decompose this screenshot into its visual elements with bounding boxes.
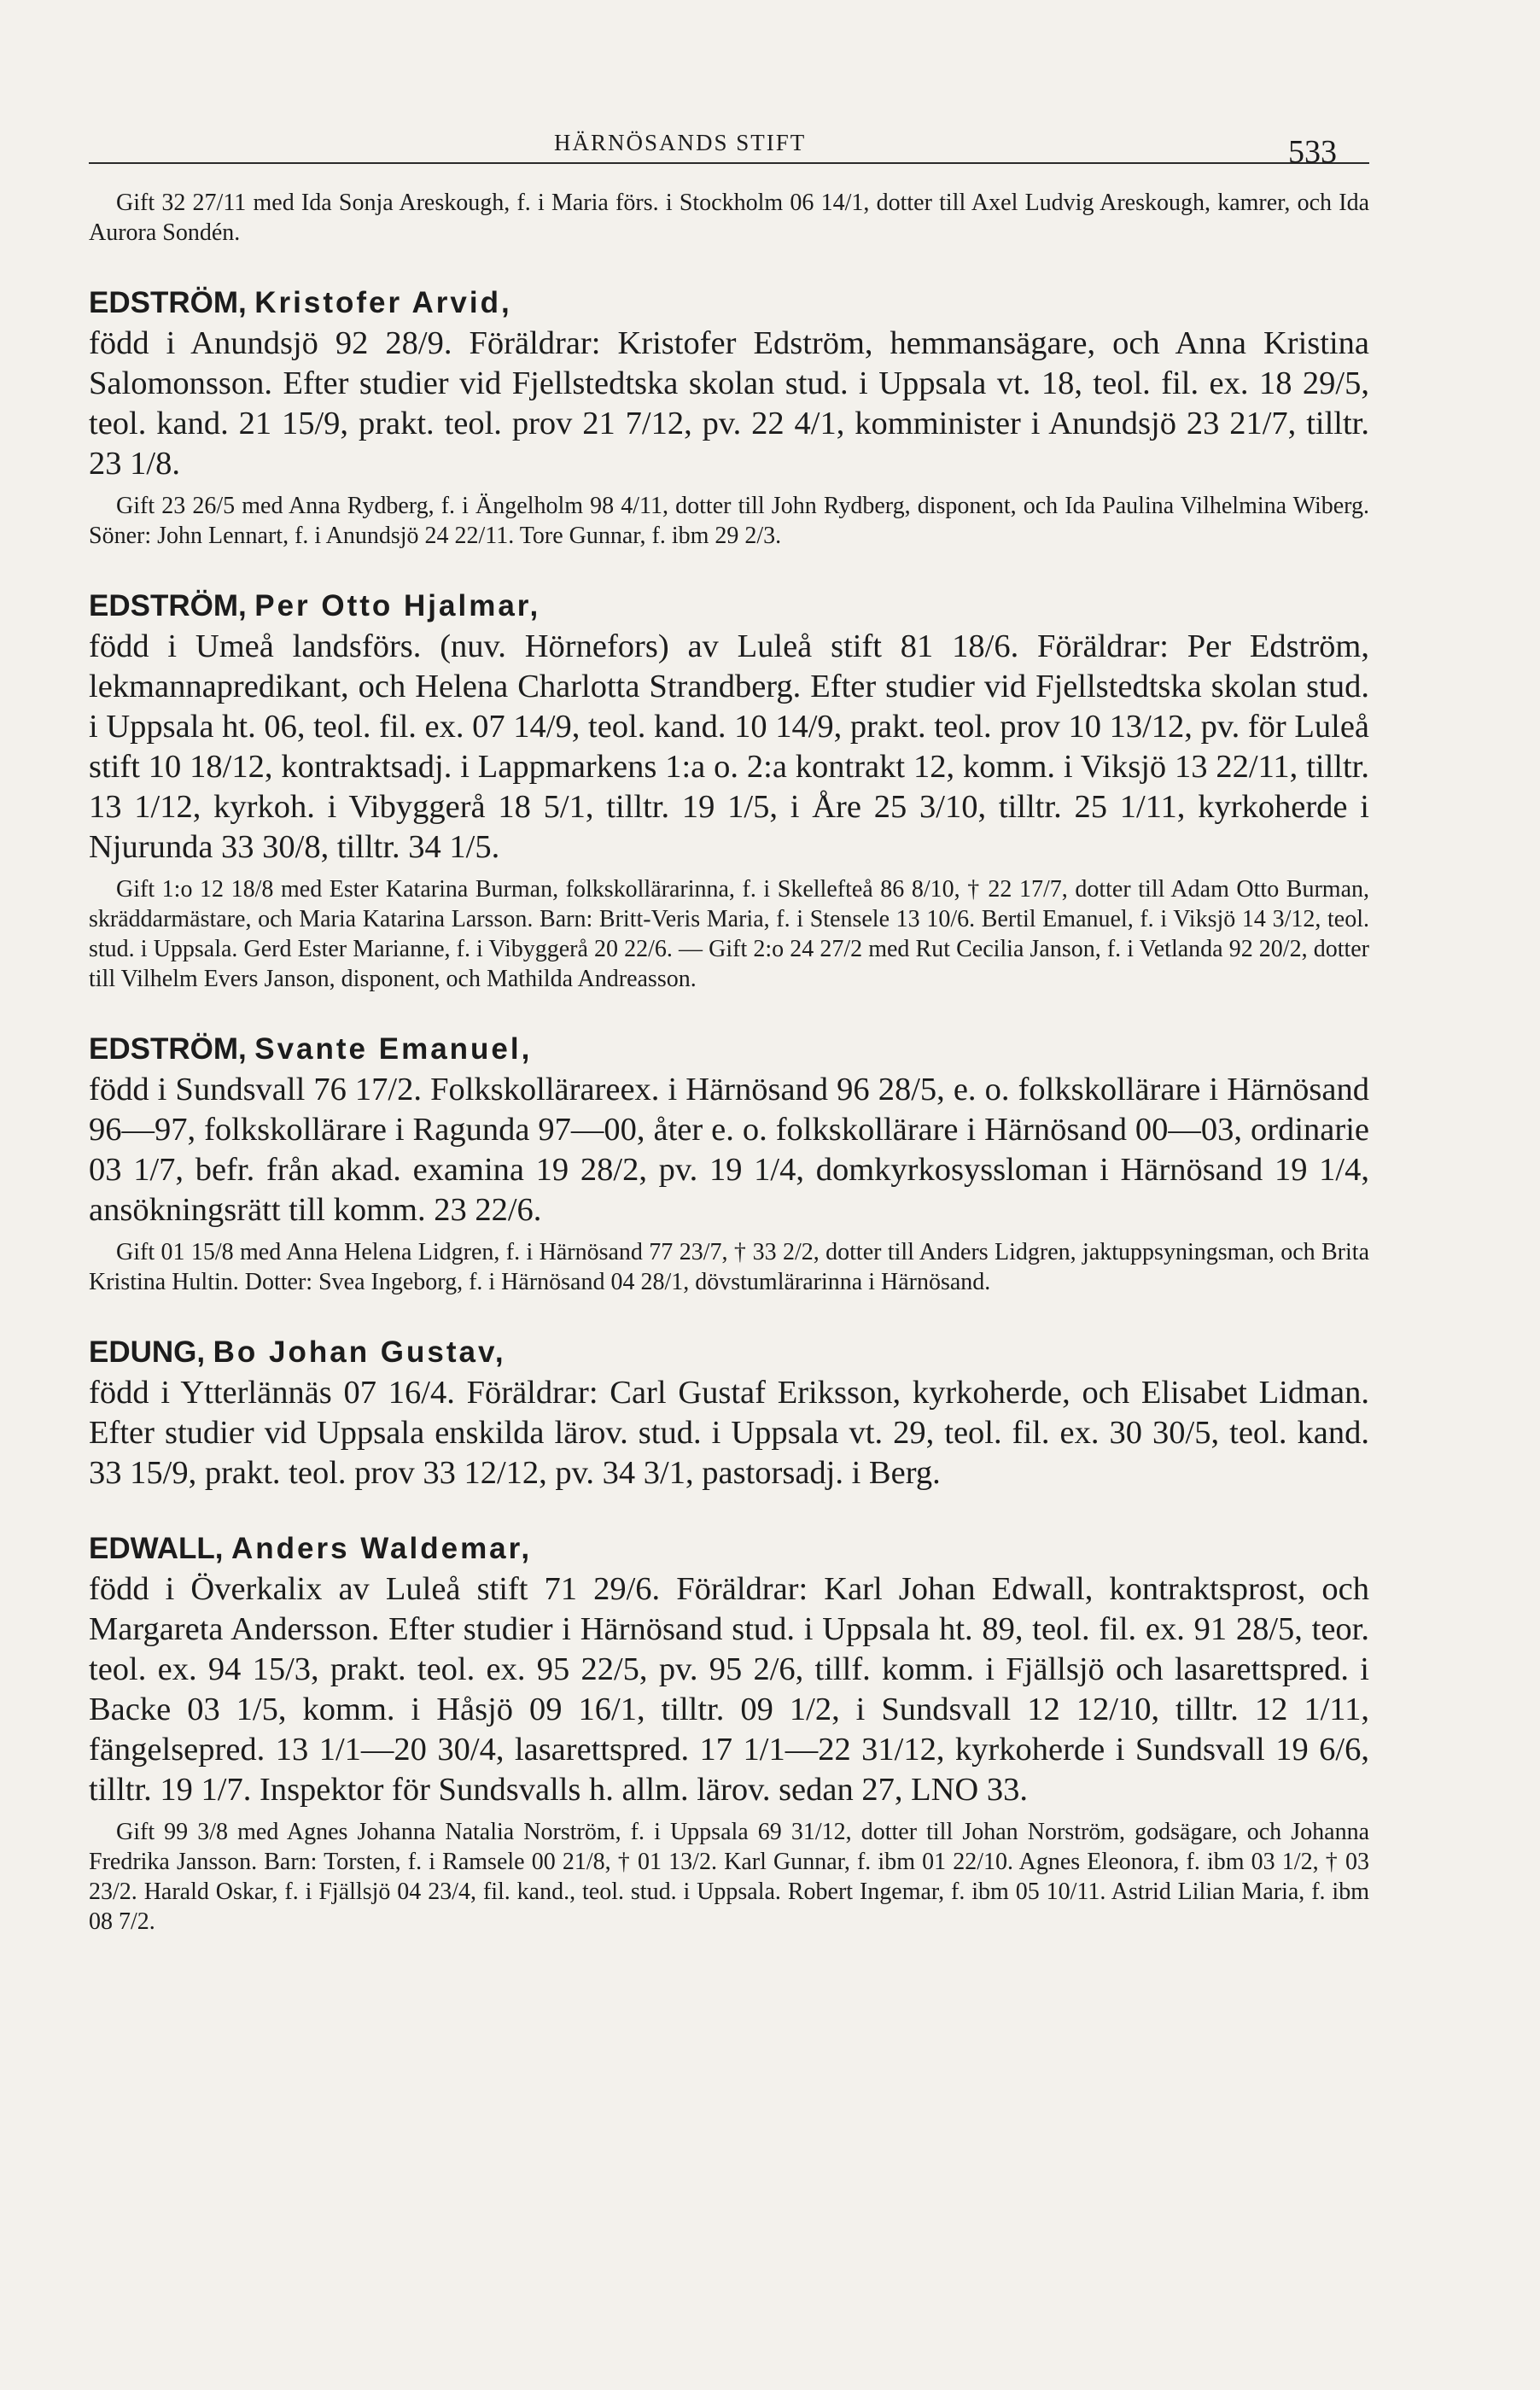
entry-biography: född i Sundsvall 76 17/2. Folkskollärareex. i Härnösand 96 28/5, e. o. folkskollärare i Härnösand 96—97, folkskollärare i Ragunda 97—00, åter e. o. folkskollärare i Härnösand 00—03, ordinarie 03 1/7, befr. från akad. examina 19 28/2, pv. 19 1/4, domkyrkosyssloman i Härnösand 19 1/4, ansökningsrätt till komm. 23 22/6.: [89, 1072, 1369, 1228]
entry-surname: EDSTRÖM,: [89, 589, 247, 622]
entry-heading: [89, 1028, 1369, 1070]
entry-given-names: Svante Emanuel,: [254, 1032, 533, 1066]
entry-edwall-anders: [89, 1528, 1369, 1937]
entry-given-names: Bo Johan Gustav,: [213, 1335, 506, 1369]
entry-biography: född i Överkalix av Luleå stift 71 29/6. Föräldrar: Karl Johan Edwall, kontraktsprost, och Margareta Andersson. Efter studier i Härnösand stud. i Uppsala ht. 89, teol. fil. ex. 91 28/5, teor. teol. ex. 94 15/3, prakt. teol. ex. 95 22/5, pv. 95 2/6, tillf. komm. i Fjällsjö och lasarettspred. i Backe 03 1/5, komm. i Håsjö 09 16/1, tilltr. 09 1/2, i Sundsvall 12 12/10, tilltr. 12 1/11, fängelsepred. 13 1/1—20 30/4, lasarettspred. 17 1/1—22 31/12, kyrkoherde i Sundsvall 19 6/6, tilltr. 19 1/7. Inspektor för Sundsvalls h. allm. lärov. sedan 27, LNO 33.: [89, 1571, 1369, 1808]
entry-heading: [89, 282, 1369, 324]
family-paragraph: Gift 01 15/8 med Anna Helena Lidgren, f. i Härnösand 77 23/7, † 33 2/2, dotter till Anders Lidgren, jaktuppsyningsman, och Brita Kristina Hultin. Dotter: Svea Ingeborg, f. i Härnösand 04 28/1, dövstumlärarinna i Härnösand.: [89, 1239, 1369, 1295]
entry-surname: EDUNG,: [89, 1335, 206, 1369]
family-paragraph: Gift 23 26/5 med Anna Rydberg, f. i Ängelholm 98 4/11, dotter till John Rydberg, disponent, och Ida Paulina Vilhelmina Wiberg. Söner: John Lennart, f. i Anundsjö 24 22/11. Tore Gunnar, f. ibm 29 2/3.: [89, 493, 1369, 549]
running-title: HÄRNÖSANDS STIFT: [554, 130, 807, 155]
family-paragraph: Gift 32 27/11 med Ida Sonja Areskough, f. i Maria förs. i Stockholm 06 14/1, dotter till Axel Ludvig Areskough, kamrer, och Ida Aurora Sondén.: [89, 190, 1369, 246]
entry-given-names: Kristofer Arvid,: [254, 286, 512, 319]
entry-surname: EDSTRÖM,: [89, 1032, 247, 1066]
entry-surname: EDWALL,: [89, 1532, 224, 1565]
entry-biography: född i Anundsjö 92 28/9. Föräldrar: Kristofer Edström, hemmansägare, och Anna Kristina Salomonsson. Efter studier vid Fjellstedtska skolan stud. i Uppsala vt. 18, teol. fil. ex. 18 29/5, teol. kand. 21 15/9, prakt. teol. prov 21 7/12, pv. 22 4/1, komminister i Anundsjö 23 21/7, tilltr. 23 1/8.: [89, 325, 1369, 482]
entry-biography: född i Umeå landsförs. (nuv. Hörnefors) av Luleå stift 81 18/6. Föräldrar: Per Edström, lekmannapredikant, och Helena Charlotta Strandberg. Efter studier vid Fjellstedtska skolan stud. i Uppsala ht. 06, teol. fil. ex. 07 14/9, teol. kand. 10 14/9, prakt. teol. prov 10 13/12, pv. för Luleå stift 10 18/12, kontraktsadj. i Lappmarkens 1:a o. 2:a kontrakt 12, komm. i Viksjö 13 22/11, tilltr. 13 1/12, kyrkoh. i Vibyggerå 18 5/1, tilltr. 19 1/5, i Åre 25 3/10, tilltr. 25 1/11, kyrkoherde i Njurunda 33 30/8, tilltr. 34 1/5.: [89, 628, 1369, 865]
entry-heading: [89, 1528, 1369, 1569]
page-number: 533: [1288, 134, 1337, 170]
entry-heading: [89, 585, 1369, 627]
page-header: [89, 118, 1369, 170]
entry-continuation: [89, 188, 1369, 248]
entry-edstrom-per: [89, 585, 1369, 994]
entry-given-names: Anders Waldemar,: [230, 1532, 533, 1565]
entry-heading: [89, 1331, 1369, 1373]
entry-edung-bo: [89, 1331, 1369, 1493]
page-content: [89, 188, 1369, 1971]
family-paragraph: Gift 99 3/8 med Agnes Johanna Natalia Norström, f. i Uppsala 69 31/12, dotter till Johan Norström, godsägare, och Johanna Fredrika Jansson. Barn: Torsten, f. i Ramsele 00 21/8, † 01 13/2. Karl Gunnar, f. ibm 01 22/10. Agnes Eleonora, f. ibm 03 1/2, † 03 23/2. Harald Oskar, f. i Fjällsjö 04 23/4, fil. kand., teol. stud. i Uppsala. Robert Ingemar, f. ibm 05 10/11. Astrid Lilian Maria, f. ibm 08 7/2.: [89, 1819, 1369, 1935]
entry-given-names: Per Otto Hjalmar,: [254, 589, 541, 622]
family-paragraph: Gift 1:o 12 18/8 med Ester Katarina Burman, folkskollärarinna, f. i Skellefteå 86 8/10, † 22 17/7, dotter till Adam Otto Burman, skräddarmästare, och Maria Katarina Larsson. Barn: Britt-Veris Maria, f. i Stensele 13 10/6. Bertil Emanuel, f. i Viksjö 14 3/12, teol. stud. i Uppsala. Gerd Ester Marianne, f. i Vibyggerå 20 22/6. — Gift 2:o 24 27/2 med Rut Cecilia Janson, f. i Vetlanda 92 20/2, dotter till Vilhelm Evers Janson, disponent, och Mathilda Andreasson.: [89, 876, 1369, 992]
entry-edstrom-svante: [89, 1028, 1369, 1297]
entry-surname: EDSTRÖM,: [89, 286, 247, 319]
entry-biography: född i Ytterlännäs 07 16/4. Föräldrar: Carl Gustaf Eriksson, kyrkoherde, och Elisabet Lidman. Efter studier vid Uppsala enskilda lärov. stud. i Uppsala vt. 29, teol. fil. ex. 30 30/5, teol. kand. 33 15/9, prakt. teol. prov 33 12/12, pv. 34 3/1, pastorsadj. i Berg.: [89, 1375, 1369, 1491]
entry-edstrom-kristofer: [89, 282, 1369, 551]
